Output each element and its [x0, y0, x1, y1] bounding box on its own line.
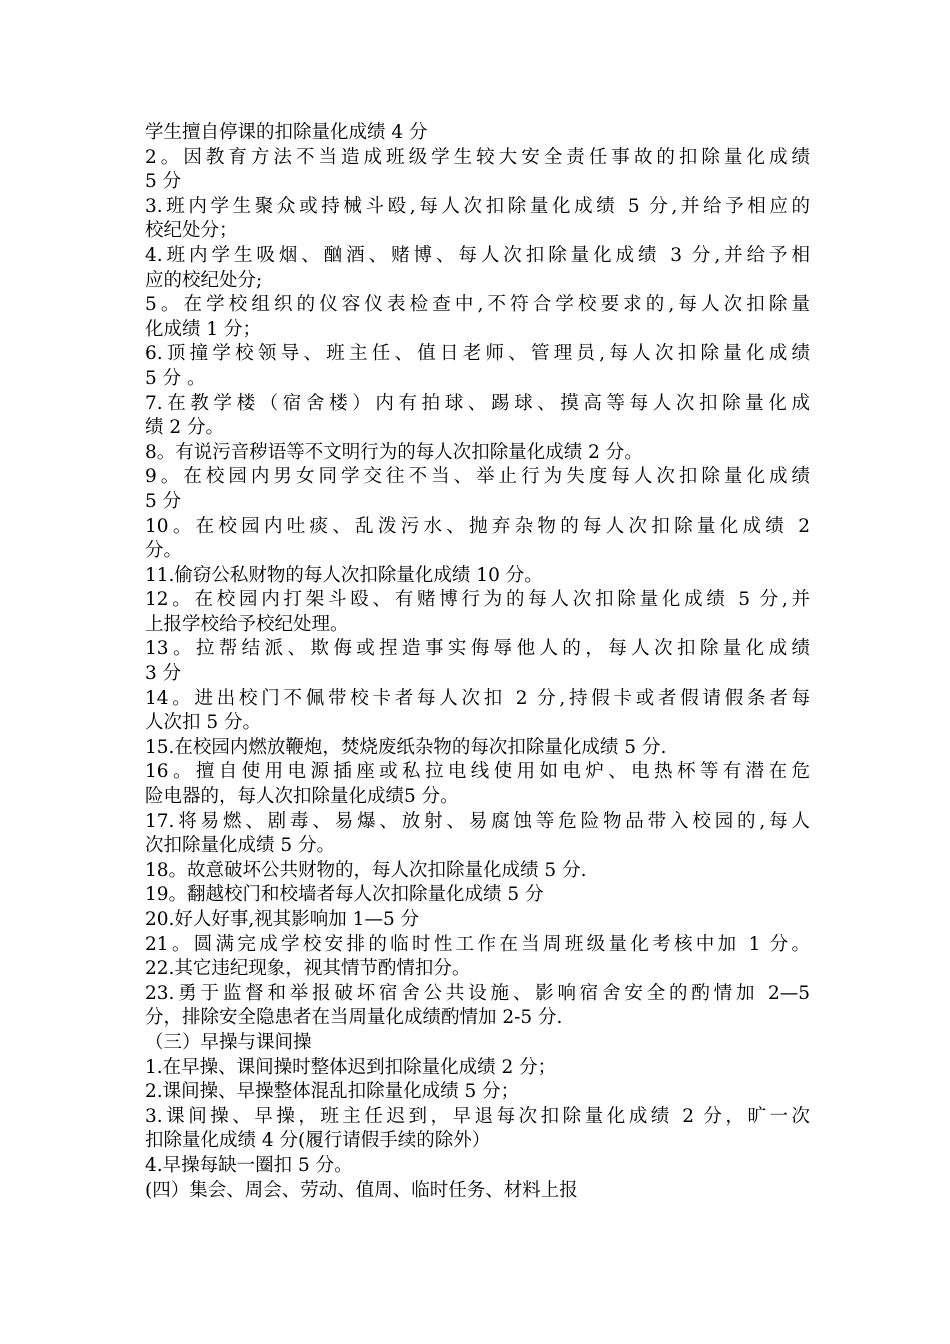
text-line: 13。拉帮结派、欺侮或捏造事实侮辱他人的，每人次扣除量化成绩	[145, 638, 810, 660]
text-line: 学生擅自停课的扣除量化成绩 4 分	[145, 122, 428, 143]
text-line: 4.早操每缺一圈扣 5 分。	[145, 1154, 353, 1176]
text-line: 3.课间操、早操，班主任迟到，早退每次扣除量化成绩 2 分，旷一次	[145, 1105, 810, 1127]
text-line: 分。	[145, 540, 183, 562]
text-line: 21。圆满完成学校安排的临时性工作在当周班级量化考核中加 1 分。	[145, 933, 810, 955]
text-line: 5 分	[145, 171, 182, 193]
text-line: 15.在校园内燃放鞭炮，焚烧废纸杂物的每次扣除量化成绩 5 分.	[145, 736, 667, 758]
text-line: 3.班内学生聚众或持械斗殴,每人次扣除量化成绩 5 分,并给予相应的	[145, 195, 810, 217]
section-heading: (四）集会、周会、劳动、值周、临时任务、材料上报	[145, 1179, 578, 1201]
text-line: 应的校纪处分;	[145, 269, 263, 291]
text-line: 绩 2 分。	[145, 417, 225, 439]
text-line: 上报学校给予校纪处理。	[145, 613, 349, 635]
text-line: 2。因教育方法不当造成班级学生较大安全责任事故的扣除量化成绩	[145, 146, 810, 168]
text-line: 19。翻越校门和校墙者每人次扣除量化成绩 5 分	[145, 884, 544, 906]
text-line: 23.勇于监督和举报破坏宿舍公共设施、影响宿舍安全的酌情加 2—5	[145, 982, 810, 1004]
text-line: 校纪处分；	[145, 220, 238, 242]
text-line: 1.在早操、课间操时整体迟到扣除量化成绩 2 分；	[145, 1056, 557, 1078]
text-line: 扣除量化成绩 4 分(履行请假手续的除外）	[145, 1130, 491, 1152]
text-line: 5 分 。	[145, 367, 206, 389]
text-line: 7.在教学楼（宿舍楼）内有拍球、踢球、摸高等每人次扣除量化成	[145, 392, 810, 414]
text-line: 16。擅自使用电源插座或私拉电线使用如电炉、电热杯等有潜在危	[145, 761, 810, 783]
text-line: 人次扣 5 分。	[145, 712, 262, 734]
text-line: 次扣除量化成绩 5 分。	[145, 835, 336, 857]
text-line: 9。在校园内男女同学交往不当、举止行为失度每人次扣除量化成绩	[145, 466, 810, 488]
section-heading: （三）早操与课间操	[145, 1031, 312, 1053]
text-line: 14。进出校门不佩带校卡者每人次扣 2 分,持假卡或者假请假条者每	[145, 687, 810, 709]
text-line: 10。在校园内吐痰、乱泼污水、抛弃杂物的每人次扣除量化成绩 2	[145, 515, 810, 537]
text-line: 18。故意破坏公共财物的，每人次扣除量化成绩 5 分.	[145, 859, 587, 881]
text-line: 12。在校园内打架斗殴、有赌博行为的每人次扣除量化成绩 5 分,并	[145, 589, 810, 611]
text-line: 2.课间操、早操整体混乱扣除量化成绩 5 分；	[145, 1081, 520, 1103]
text-line: 4.班内学生吸烟、酗酒、赌博、每人次扣除量化成绩 3 分,并给予相	[145, 244, 810, 266]
text-line: 3 分	[145, 663, 182, 685]
text-line: 22.其它违纪现象，视其情节酌情扣分。	[145, 958, 471, 980]
text-line: 险电器的，每人次扣除量化成绩5 分。	[145, 786, 459, 808]
text-line: 20.好人好事,视其影响加 1—5 分	[145, 909, 420, 930]
text-line: 6.顶撞学校领导、班主任、值日老师、管理员,每人次扣除量化成绩	[145, 343, 810, 365]
text-line: 5。在学校组织的仪容仪表检查中,不符合学校要求的,每人次扣除量	[145, 294, 810, 316]
text-line: 8。有说污音秽语等不文明行为的每人次扣除量化成绩 2 分。	[145, 441, 643, 463]
text-line: 化成绩 1 分；	[145, 318, 262, 340]
text-line: 5 分	[145, 490, 182, 512]
text-line: 11.偷窃公私财物的每人次扣除量化成绩 10 分。	[145, 564, 543, 586]
text-line: 分，排除安全隐患者在当周量化成绩酌情加 2-5 分.	[145, 1007, 563, 1029]
text-line: 17.将易燃、剧毒、易爆、放射、易腐蚀等危险物品带入校园的,每人	[145, 810, 810, 832]
document-page	[145, 121, 810, 1203]
